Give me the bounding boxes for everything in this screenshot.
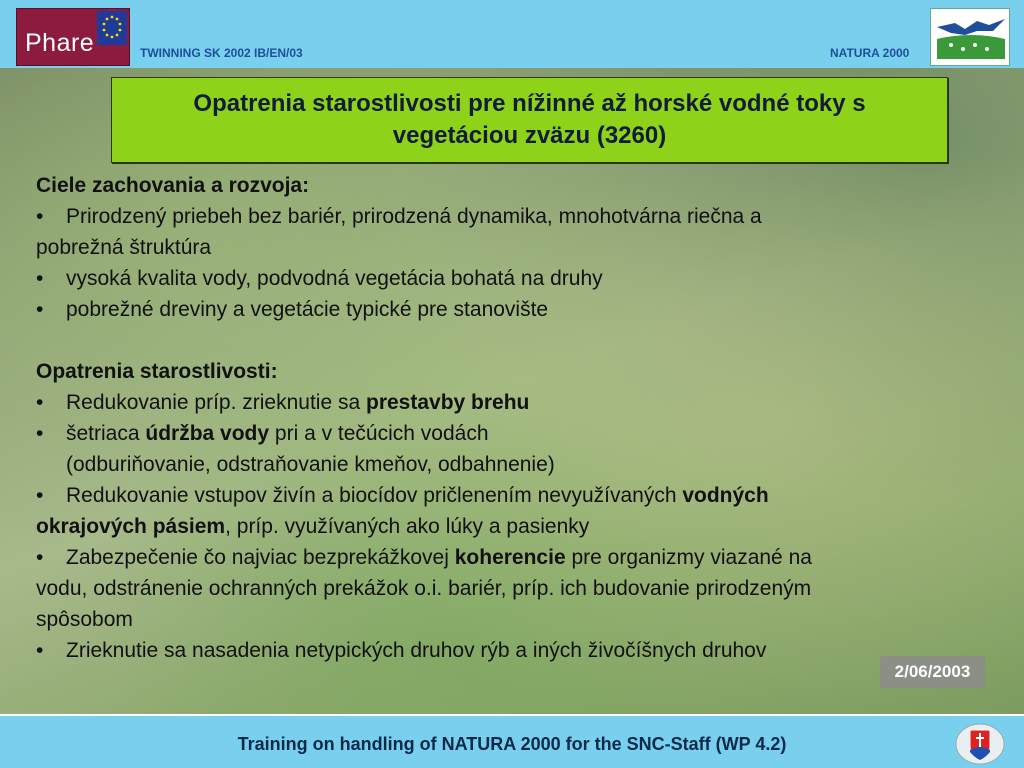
list-item-text: pre organizmy viazané na: [565, 546, 812, 569]
list-item-text: pri a v tečúcich vodách: [269, 422, 489, 445]
list-item-emphasis: údržba vody: [145, 422, 270, 445]
list-item-emphasis: koherencie: [454, 546, 566, 569]
list-item-text: Prirodzený priebeh bez bariér, prirodzená dynamika, mnohotvárna riečna a: [66, 205, 762, 228]
content: [36, 170, 986, 666]
list-item-continuation: vodu, odstránenie ochranných prekážok o.i. bariér, príp. ich budovanie prirodzeným: [36, 577, 812, 600]
list-item: [36, 542, 986, 573]
list-item: [36, 387, 986, 418]
list-item: [36, 418, 986, 449]
list-item-text: Redukovanie vstupov živín a biocídov pričlenením nevyužívaných: [66, 484, 683, 507]
list-item: [36, 294, 986, 325]
list-item-text: Zabezpečenie čo najviac bezprekážkovej: [66, 546, 455, 569]
section-heading-measures: Opatrenia starostlivosti:: [36, 360, 278, 383]
list-item-emphasis: vodných: [682, 484, 769, 507]
eu-stars-icon: [97, 11, 127, 45]
bullet: •: [36, 639, 44, 662]
list-item-emphasis: prestavby brehu: [366, 391, 530, 414]
bullet: •: [36, 298, 44, 321]
list-item-text: Redukovanie príp. zrieknutie sa: [66, 391, 366, 414]
title-box: [111, 77, 948, 163]
section-heading-goals: Ciele zachovania a rozvoja:: [36, 174, 310, 197]
list-item: [36, 635, 986, 666]
twinning-label: TWINNING SK 2002 IB/EN/03: [140, 46, 303, 60]
list-item-continuation: spôsobom: [36, 608, 133, 631]
list-item: [36, 263, 986, 294]
bullet: •: [36, 205, 44, 228]
list-item-subnote: (odburiňovanie, odstraňovanie kmeňov, odbahnenie): [66, 453, 555, 476]
header-bar: [0, 0, 1024, 68]
list-item-emphasis: okrajových pásiem: [36, 515, 226, 538]
list-item-text: pobrežné dreviny a vegetácie typické pre stanovište: [66, 298, 549, 321]
bullet: •: [36, 546, 44, 569]
phare-logo-text: Phare: [25, 29, 95, 57]
bullet: •: [36, 484, 44, 507]
list-item: [36, 480, 986, 511]
date-stamp: 2/06/2003: [880, 656, 985, 688]
list-item-continuation: pobrežná štruktúra: [36, 236, 212, 259]
natura-label: NATURA 2000: [830, 46, 910, 60]
slovak-emblem-icon: [955, 722, 1005, 766]
footer-text: Training on handling of NATURA 2000 for the SNC-Staff (WP 4.2): [237, 734, 787, 754]
bullet: •: [36, 391, 44, 414]
bullet: •: [36, 422, 44, 445]
list-item-text: vysoká kvalita vody, podvodná vegetácia bohatá na druhy: [66, 267, 603, 290]
bullet: •: [36, 267, 44, 290]
list-item-text: Zrieknutie sa nasadenia netypických druhov rýb a iných živočíšnych druhov: [66, 639, 767, 662]
list-item-text: šetriaca: [66, 422, 146, 445]
footer-bar: [0, 714, 1024, 768]
list-item-text: , príp. využívaných ako lúky a pasienky: [225, 515, 590, 538]
spacer: [36, 325, 986, 356]
slide-title: Opatrenia starostlivosti pre nížinné až horské vodné toky s vegetáciou zväzu (3260): [193, 90, 866, 149]
list-item-continuation: [36, 511, 986, 542]
natura-2000-logo-icon: [930, 8, 1010, 66]
phare-logo: [16, 8, 130, 66]
list-item: [36, 201, 986, 232]
